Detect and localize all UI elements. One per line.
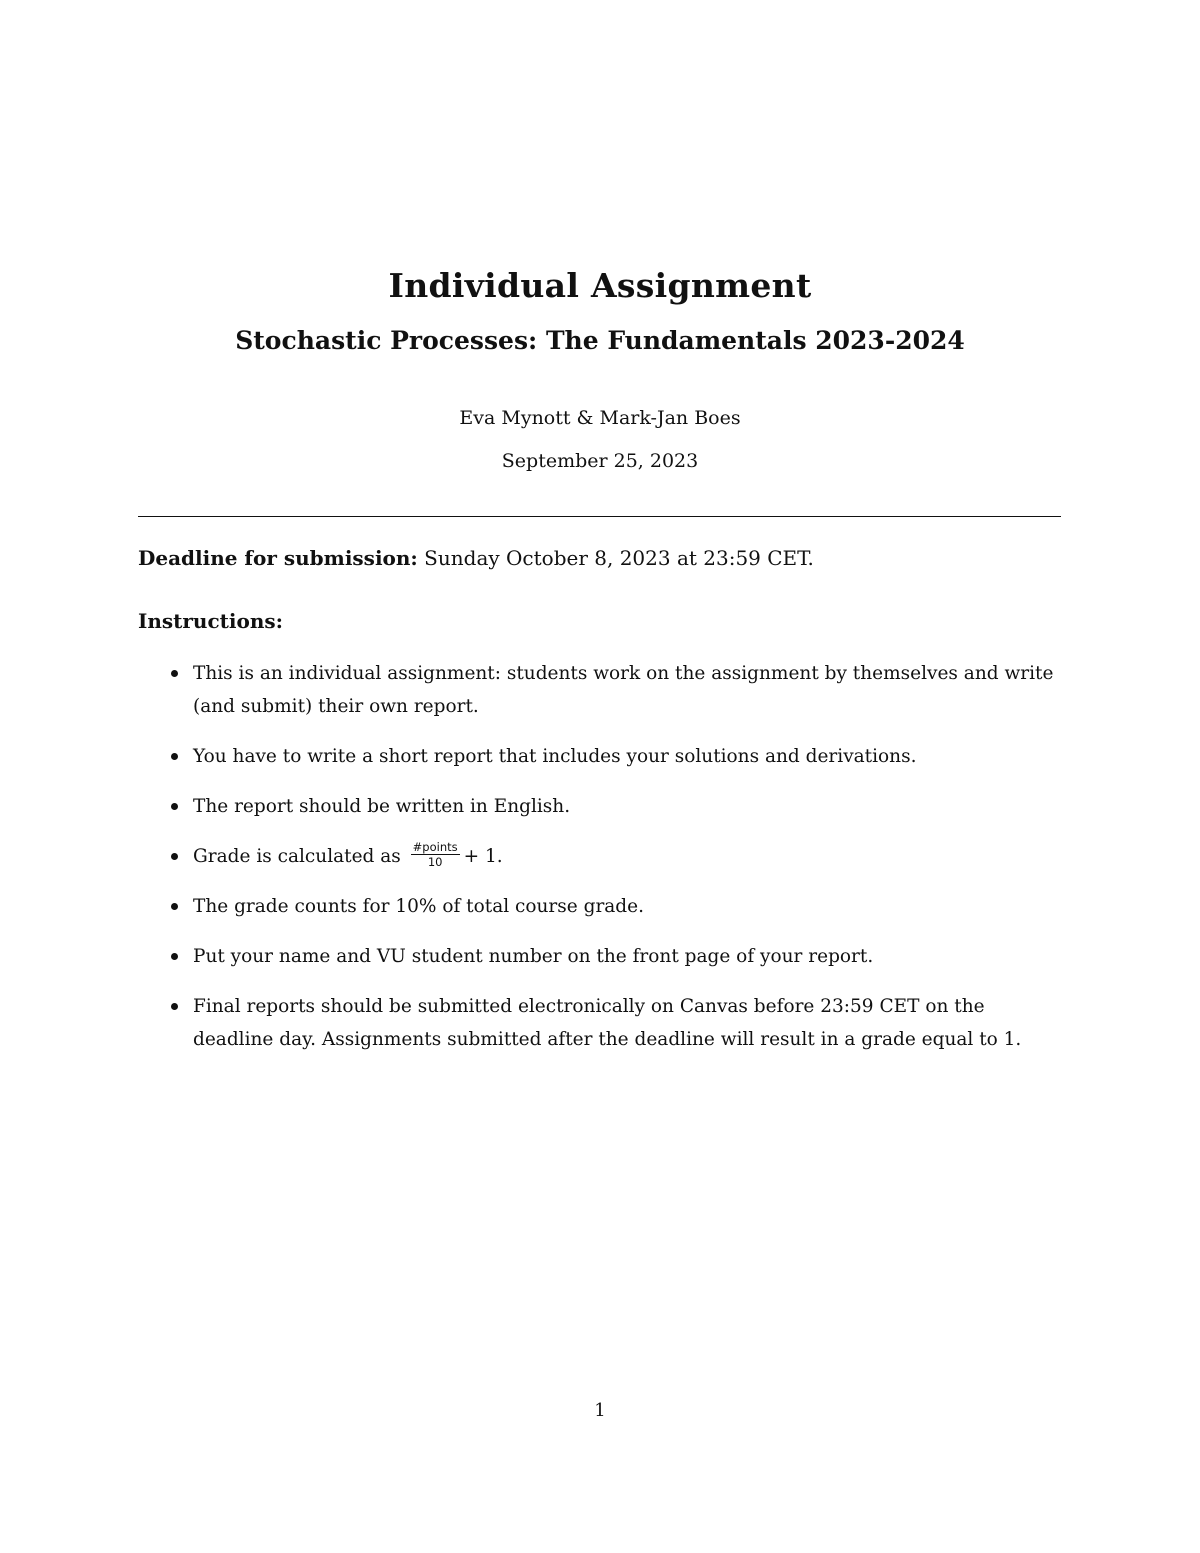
instruction-item [138, 740, 1068, 773]
grade-suffix: + 1. [463, 846, 503, 867]
instructions-list [138, 657, 1068, 1073]
instructions-heading: Instructions: [138, 609, 284, 633]
instruction-text: The grade counts for 10% of total course grade. [193, 896, 644, 917]
deadline-label: Deadline for submission: [138, 546, 418, 570]
instruction-text: The report should be written in English. [193, 796, 571, 817]
bullet-icon [171, 753, 178, 760]
instruction-text: This is an individual assignment: students work on the assignment by themselves and write (and submit) their own report. [193, 663, 1054, 717]
bullet-icon [171, 853, 178, 860]
page-number: 1 [594, 1400, 606, 1421]
document-subtitle: Stochastic Processes: The Fundamentals 2023-2024 [235, 326, 965, 355]
bullet-icon [171, 670, 178, 677]
horizontal-rule [138, 516, 1061, 517]
document-date: September 25, 2023 [501, 450, 699, 472]
grade-fraction [411, 841, 460, 868]
instruction-item [138, 990, 1068, 1056]
instruction-text: You have to write a short report that includes your solutions and derivations. [193, 746, 917, 767]
instruction-item-grade [138, 840, 1068, 873]
instruction-text: Put your name and VU student number on the front page of your report. [193, 946, 874, 967]
deadline-text: Sunday October 8, 2023 at 23:59 CET. [424, 546, 814, 570]
fraction-denominator: 10 [427, 854, 443, 869]
instruction-text: Final reports should be submitted electronically on Canvas before 23:59 CET on the deadline day. Assignments submitted after the deadline will result in a grade equal to 1. [193, 996, 1022, 1050]
instruction-item [138, 890, 1068, 923]
fraction-numerator: #points [412, 839, 458, 854]
instruction-item [138, 790, 1068, 823]
document-title: Individual Assignment [388, 266, 812, 305]
grade-prefix: Grade is calculated as [193, 846, 401, 867]
document-authors: Eva Mynott & Mark-Jan Boes [459, 407, 741, 429]
bullet-icon [171, 903, 178, 910]
bullet-icon [171, 953, 178, 960]
deadline-line [138, 546, 814, 570]
instruction-item [138, 657, 1068, 723]
bullet-icon [171, 803, 178, 810]
instruction-item [138, 940, 1068, 973]
bullet-icon [171, 1003, 178, 1010]
